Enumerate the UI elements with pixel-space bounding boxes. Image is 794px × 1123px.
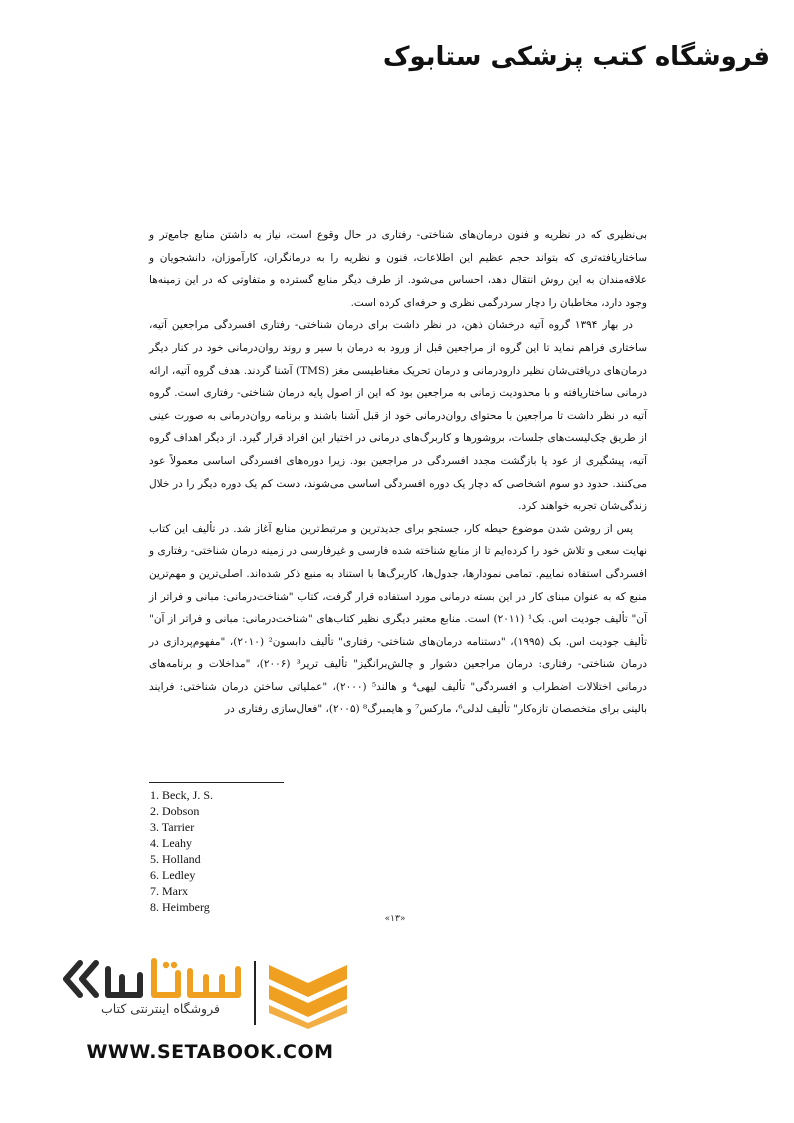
logo-tagline: فروشگاه اینترنتی کتاب — [101, 1001, 220, 1016]
footnotes — [150, 787, 350, 915]
page-number: «۱۳» — [384, 914, 406, 924]
brand-wordmark-logo — [60, 955, 245, 1003]
setabook-logo — [60, 955, 350, 1035]
footnote-item: 6. Ledley — [150, 868, 196, 882]
store-title: فروشگاه کتب پزشکی ستابوک — [382, 42, 770, 72]
body-text — [149, 224, 647, 721]
site-url: WWW.SETABOOK.COM — [86, 1041, 334, 1063]
footnote-item: 4. Leahy — [150, 836, 192, 850]
paragraph-3: پس از روشن شدن موضوع حیطه کار، جستجو برای جدیدترین و مرتبط‌ترین منابع آغاز شد. در تألیف این کتاب نهایت سعی و تلاش خود را کرده‌ایم تا از منابع شناخته شده فارسی و غیرفارسی در زمینه درمان شناختی- رفتاری و افسردگی استفاده نماییم. تمامی نمودارها، جدول‌ها، کاربرگ‌ها با استناد به منبع ذکر شده‌اند. اصلی‌ترین و مهم‌ترین منبع که به عنوان مبنای کار در این بسته درمانی مورد استفاده قرار گرفت، کتاب "شناخت‌درمانی: مبانی و فراتر از آن" تألیف جودیت اس. بک¹ (۲۰۱۱) است. منابع معتبر دیگری نظیر کتاب‌های "شناخت‌درمانی: مبانی و فراتر از آن" تألیف جودیت اس. بک (۱۹۹۵)، "دستنامه درمان‌های شناختی- رفتاری" تألیف دابسون² (۲۰۱۰)، "مفهوم‌پردازی در درمان شناختی- رفتاری: درمان مراجعین دشوار و چالش‌برانگیز" تألیف تریر³ (۲۰۰۶)، "مداخلات و برنامه‌های درمانی اختلالات اضطراب و افسردگی" تألیف لیهی⁴ و هالند⁵ (۲۰۰۰)، "عملیاتی ساختن درمان شناختی: فرایند بالینی برای متخصصان تازه‌کار" تألیف لدلی⁶، مارکس⁷ و هایمبرگ⁸ (۲۰۰۵)، "فعال‌سازی رفتاری در — [149, 522, 648, 716]
logo-divider — [254, 961, 256, 1025]
footnote-item: 1. Beck, J. S. — [150, 788, 213, 802]
footnote-item: 3. Tarrier — [150, 820, 195, 834]
book-chevron-icon — [265, 957, 351, 1029]
footnote-item: 8. Heimberg — [150, 900, 210, 914]
footnote-item: 2. Dobson — [150, 804, 200, 818]
footnote-item: 7. Marx — [150, 884, 188, 898]
paragraph-2: در بهار ۱۳۹۴ گروه آتیه درخشان ذهن، در نظر داشت برای درمان شناختی- رفتاری افسردگی مراجعین آتیه، ساختاری فراهم نماید تا این گروه از مراجعین قبل از ورود به درمان با سیر و روند روان‌درمانی خود در کنار دیگر درمان‌های دریافتی‌شان نظیر دارودرمانی و درمان تحریک مغناطیسی مغز (TMS) آشنا گردند. هدف گروه آتیه، ارائه درمانی ساختاریافته و با محدودیت زمانی به مراجعین بود که این از اصول پایه درمان شناختی- رفتاری است. گروه آتیه در نظر داشت تا مراجعین با محتوای روان‌درمانی خود از قبل آشنا باشند و برنامه روان‌درمانی به صورت عینی از طریق چک‌لیست‌های جلسات، بروشورها و کاربرگ‌های درمانی در اختیار این افراد قرار گیرد. از دیگر اهداف گروه آتیه، پیشگیری از عود یا بازگشت مجدد افسردگی در مراجعین بود. زیرا دوره‌های افسردگی اساسی معمولاً عود می‌کنند. حدود دو سوم اشخاصی که دچار یک دوره افسردگی اساسی می‌شوند، دست کم یک دوره دیگر را در خلال زندگی‌شان تجربه خواهند کرد. — [149, 319, 647, 513]
footnote-item: 5. Holland — [150, 852, 201, 866]
footnote-rule — [149, 782, 284, 783]
paragraph-1: بی‌نظیری که در نظریه و فنون درمان‌های شناختی- رفتاری در حال وقوع است، نیاز به داشتن منابع جامع‌تر و ساختاریافته‌تری که بتواند حجم عظیم این اطلاعات، فنون و نظریه را به درمانگران، کارآموزان، دانشجویان و علاقه‌مندان به این روش انتقال دهد، احساس می‌شود. از طرف دیگر منابع گسترده و متفاوتی که در این زمینه‌ها وجود دارد، مخاطبان را دچار سردرگمی نظری و حرفه‌ای کرده است. — [149, 229, 647, 309]
